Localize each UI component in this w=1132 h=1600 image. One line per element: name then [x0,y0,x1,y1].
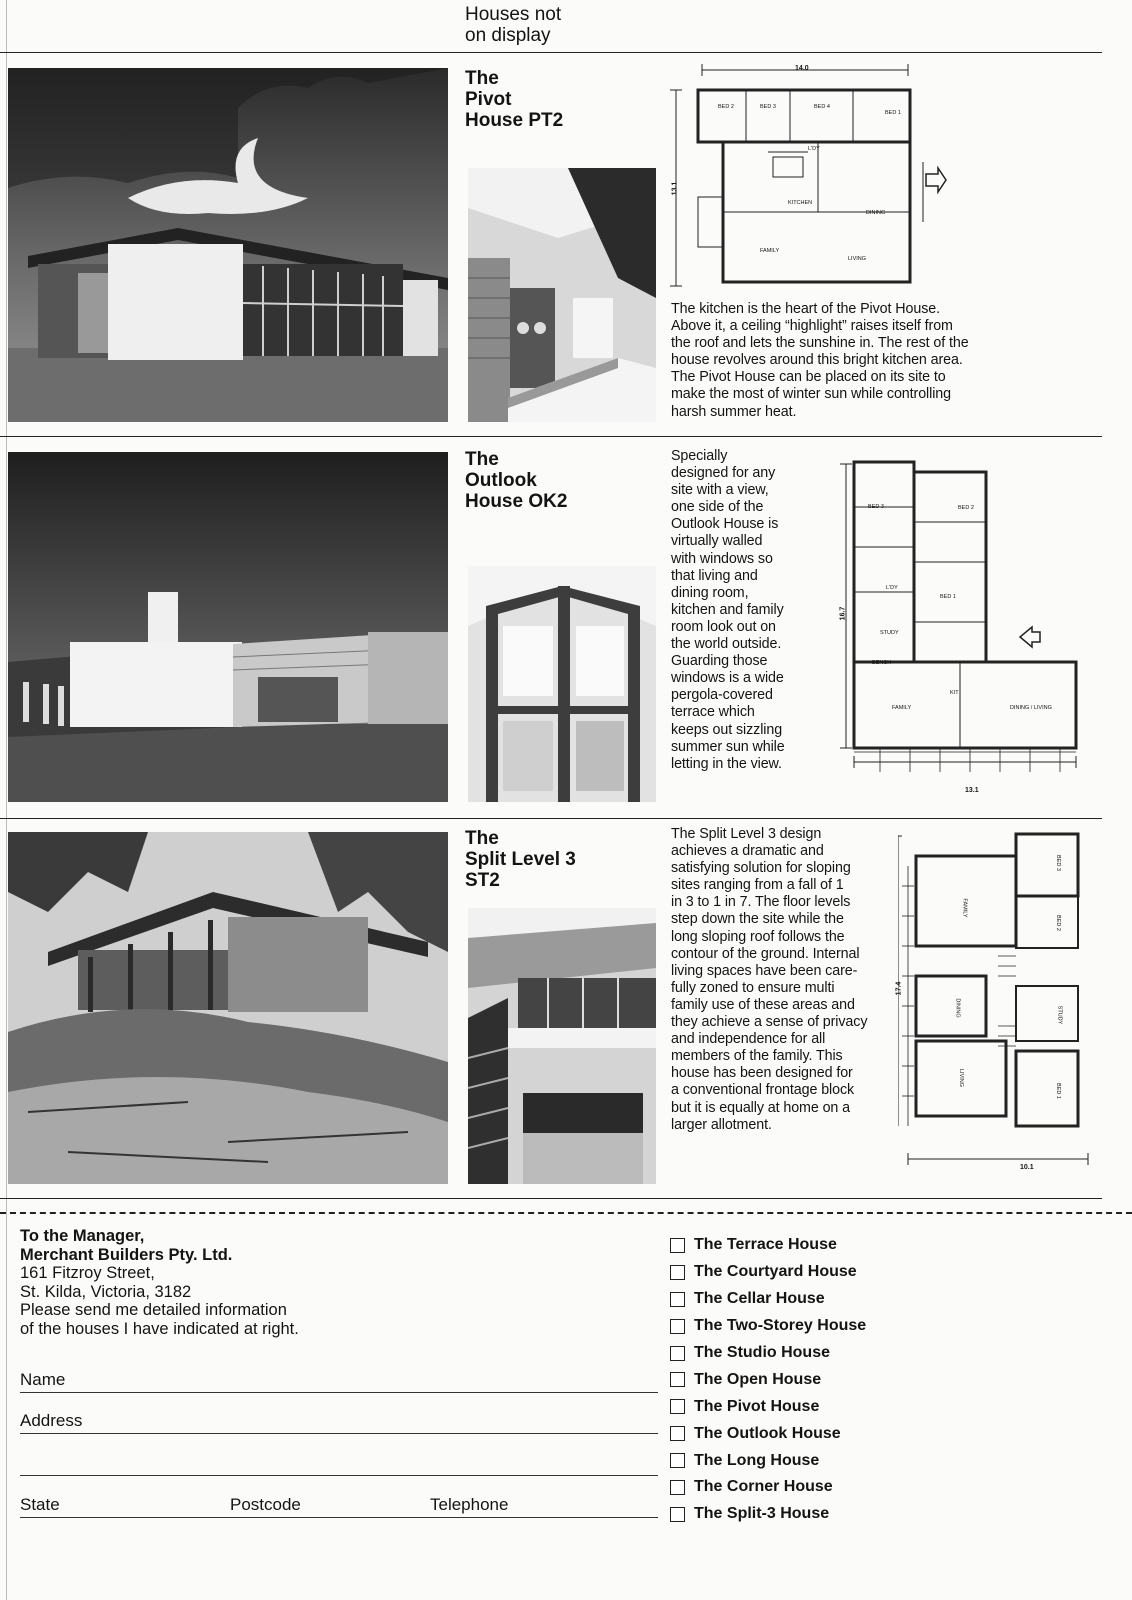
description-line: step down the site while the [671,911,844,928]
description-line: family use of these areas and [671,996,855,1013]
description-line: summer sun while [671,738,785,755]
pivot-room-label: DINING [866,210,886,216]
split-room-label: STUDY [1056,1005,1063,1025]
section-title: Houses not on display [465,4,562,46]
outlook-room-label: FAMILY [892,705,912,711]
description-line: keeps out sizzling [671,721,783,738]
house-option[interactable] [670,1286,866,1313]
description-line: larger allotment. [671,1116,772,1133]
coupon-address-block [20,1227,299,1338]
house-option[interactable] [670,1474,866,1501]
house-option-checkbox[interactable] [670,1372,685,1387]
split-room-label: FAMILY [961,898,968,918]
house-option-label: The Studio House [694,1344,830,1361]
coupon-request: Please send me detailed information [20,1301,287,1319]
split-room-label: BED 2 [1054,915,1061,931]
pivot-house-description [671,301,1041,421]
coupon-recipient: To the Manager, [20,1227,145,1245]
outlook-plan-depth-dim: 16.7 [839,606,847,621]
split-plan-depth-dim: 17.4 [895,981,903,996]
pivot-house-exterior-photo [8,68,448,422]
outlook-room-label: BED 3 [868,504,884,510]
description-line: contour of the ground. Internal [671,945,860,962]
description-line: they achieve a sense of privacy [671,1014,868,1031]
description-line: fully zoned to ensure multi [671,979,835,996]
description-line: room look out on [671,618,776,635]
description-line: The Pivot House can be placed on its site to [671,369,946,386]
split-room-label: BED 1 [1054,1083,1061,1099]
description-line: the roof and lets the sunshine in. The rest of the [671,335,969,352]
pivot-room-label: LIVING [848,256,867,262]
pivot-room-label: BED 2 [718,104,734,110]
split-room-label: BED 3 [1054,855,1061,871]
outlook-room-label: L'DY [886,585,898,591]
outlook-room-label: BED 2 [958,505,974,511]
coupon-street: 161 Fitzroy Street, [20,1264,155,1282]
address-label: Address [20,1411,83,1430]
address-field[interactable] [20,1433,658,1434]
description-line: windows is a wide [671,670,784,687]
house-option-label: The Two-Storey House [694,1317,867,1335]
pivot-room-label: L'DY [808,146,820,152]
house-option[interactable] [670,1393,866,1420]
house-option-checkbox[interactable] [670,1480,685,1495]
house-option[interactable] [670,1366,866,1393]
outlook-house-exterior-photo [8,452,448,802]
description-line: with windows so [671,550,773,567]
description-line: kitchen and family [671,601,784,618]
description-line: Outlook House is [671,516,779,533]
description-line: living spaces have been care- [671,962,858,979]
telephone-label: Telephone [430,1495,509,1514]
outlook-room-label: KIT [950,690,959,696]
state-label: State [20,1495,60,1514]
pivot-room-label: FAMILY [760,248,780,254]
house-option[interactable] [670,1232,866,1259]
description-line: Specially [671,448,728,464]
description-line: virtually walled [671,533,763,550]
outlook-room-label: BENCH [872,660,892,666]
house-option-checkbox[interactable] [670,1346,685,1361]
house-option-label: The Split-3 House [694,1505,830,1523]
split-level-description [671,826,911,1134]
description-line: satisfying solution for sloping [671,860,851,877]
description-line: the world outside. [671,636,782,653]
house-option-checkbox[interactable] [670,1292,685,1307]
description-line: in 3 to 1 in 7. The floor levels [671,894,851,911]
outlook-house-title: The Outlook House OK2 [465,449,568,512]
description-line: The Split Level 3 design [671,826,822,842]
split-level-title: The Split Level 3 ST2 [465,828,576,891]
description-line: but it is equally at home on a [671,1099,850,1116]
house-option-label: The Courtyard House [694,1263,857,1281]
split-room-label: DINING [954,998,961,1018]
coupon-cut-line [0,1212,1132,1214]
split-level-interior-photo [468,908,656,1184]
house-option-label: The Cellar House [694,1290,825,1308]
header-divider [0,52,1102,53]
description-line: house revolves around this bright kitchen area. [671,352,963,369]
name-label: Name [20,1370,66,1389]
pivot-plan-width-dim: 14.0 [795,65,809,72]
outlook-room-label: STUDY [880,630,899,636]
outlook-room-label: DINING / LIVING [1010,705,1052,711]
house-option-label: The Outlook House [694,1424,841,1442]
house-option-checkbox[interactable] [670,1265,685,1280]
section-divider [0,818,1102,819]
description-line: Guarding those [671,653,768,670]
house-option-checkbox[interactable] [670,1453,685,1468]
state-postcode-telephone-field[interactable] [20,1517,658,1518]
description-line: make the most of winter sun while controlling [671,386,951,403]
house-option[interactable] [670,1501,866,1528]
description-line: pergola-covered [671,687,773,704]
house-options-checklist [670,1232,866,1528]
house-option-label: The Pivot House [694,1397,820,1415]
description-line: house has been designed for [671,1065,853,1082]
description-line: a conventional frontage block [671,1082,855,1099]
description-line: Above it, a ceiling “highlight” raises itself from [671,318,953,335]
split-room-label: LIVING [958,1068,965,1088]
house-option-checkbox[interactable] [670,1507,685,1522]
description-line: one side of the [671,499,764,516]
house-option[interactable] [670,1259,866,1286]
description-line: achieves a dramatic and [671,843,824,860]
house-option-label: The Long House [694,1451,820,1469]
pivot-house-title: The Pivot House PT2 [465,68,564,131]
split-level-exterior-photo [8,832,448,1184]
house-option[interactable] [670,1447,866,1474]
house-option-checkbox[interactable] [670,1319,685,1334]
postcode-label: Postcode [230,1495,301,1514]
house-option-label: The Corner House [694,1478,833,1496]
description-line: designed for any [671,465,776,482]
pivot-room-label: KITCHEN [788,200,813,206]
house-option[interactable] [670,1340,866,1367]
pivot-plan-depth-dim: 13.1 [671,181,679,196]
house-option-checkbox[interactable] [670,1426,685,1441]
description-line: members of the family. This [671,1048,843,1065]
pivot-room-label: BED 1 [885,110,901,116]
house-option-label: The Open House [694,1370,822,1388]
outlook-house-interior-photo [468,566,656,802]
split-plan-width-dim: 10.1 [1020,1164,1034,1171]
pivot-house-kitchen-photo [468,168,656,422]
house-option-checkbox[interactable] [670,1399,685,1414]
description-line: that living and [671,567,758,584]
description-line: letting in the view. [671,755,782,772]
house-option[interactable] [670,1313,866,1340]
house-option-checkbox[interactable] [670,1238,685,1253]
section-divider [0,1198,1102,1199]
description-line: harsh summer heat. [671,403,797,420]
section-divider [0,436,1102,437]
outlook-plan-width-dim: 13.1 [965,787,979,794]
page-margin-line [6,0,7,1600]
name-field[interactable] [20,1392,658,1393]
coupon-suburb: St. Kilda, Victoria, 3182 [20,1282,192,1301]
pivot-room-label: BED 3 [760,104,776,110]
coupon-request: of the houses I have indicated at right. [20,1319,299,1338]
description-line: dining room, [671,584,749,601]
outlook-house-description [671,448,841,773]
pivot-room-label: BED 4 [814,104,830,110]
description-line: site with a view, [671,482,769,499]
house-option-label: The Terrace House [694,1236,837,1254]
description-line: terrace which [671,704,755,721]
description-line: sites ranging from a fall of 1 [671,877,844,894]
outlook-room-label: BED 1 [940,594,956,600]
description-line: long sloping roof follows the [671,928,845,945]
house-option[interactable] [670,1420,866,1447]
split-level-floor-plan [898,826,1098,1184]
coupon-company: Merchant Builders Pty. Ltd. [20,1245,233,1264]
description-line: and independence for all [671,1031,826,1048]
address-field-line-2[interactable] [20,1475,658,1476]
description-line: The kitchen is the heart of the Pivot House. [671,301,940,317]
